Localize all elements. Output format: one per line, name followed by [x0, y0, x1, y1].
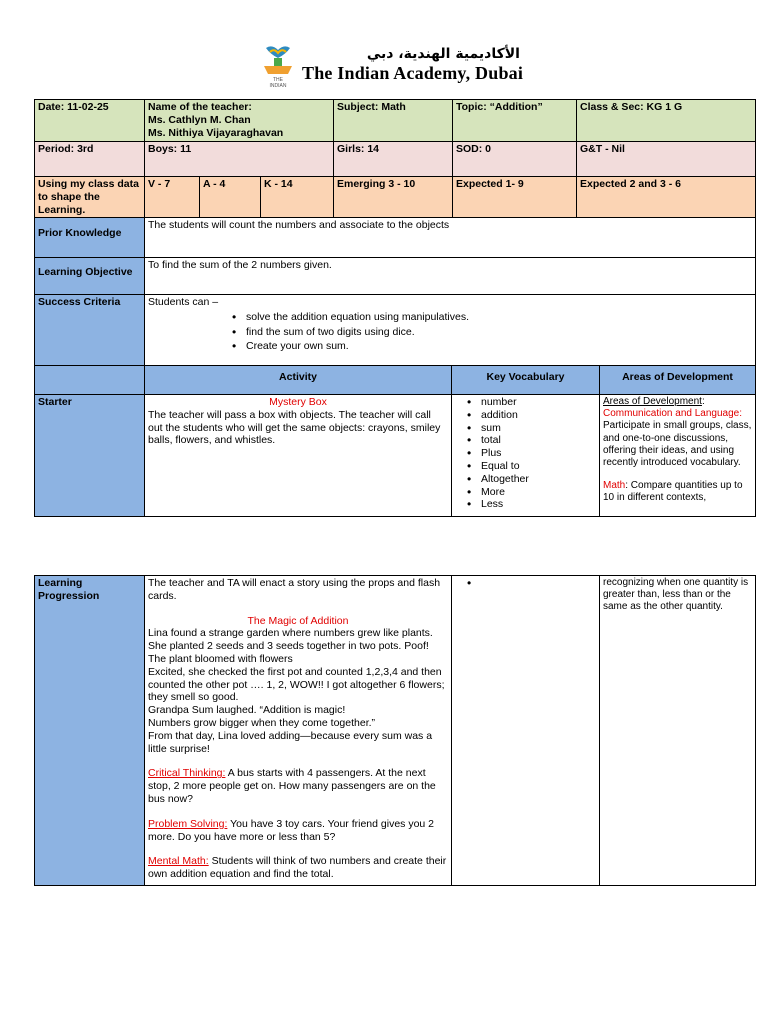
communication-label: Communication and Language:: [603, 408, 742, 420]
date-cell: Date: 11-02-25: [34, 99, 145, 142]
starter-activity: [144, 394, 452, 517]
class-section-cell: Class & Sec: KG 1 G: [576, 99, 756, 142]
story-line: The plant bloomed with flowers: [148, 652, 293, 665]
auditory-learners-cell: A - 4: [199, 176, 261, 218]
vocab-item: • addition: [455, 409, 596, 422]
teacher-name-1: Ms. Cathlyn M. Chan: [148, 113, 251, 126]
problem-solving-label: Problem Solving:: [148, 817, 228, 830]
topic-cell: Topic: “Addition”: [452, 99, 577, 142]
period-cell: Period: 3rd: [34, 141, 145, 177]
school-name-arabic: الأكاديمية الهندية، دبي: [366, 46, 520, 62]
kinesthetic-learners-cell: K - 14: [260, 176, 334, 218]
vocab-item: • Less: [455, 498, 596, 511]
school-logo: [258, 44, 298, 90]
learning-progression-label: Learning Progression: [34, 575, 145, 886]
areas-title: Areas of Development: [603, 396, 702, 407]
progression-intro: The teacher and TA will enact a story using the props and flash cards.: [148, 577, 441, 602]
starter-vocabulary: [451, 394, 600, 517]
progression-vocabulary: [451, 575, 600, 886]
success-criteria-content: [144, 294, 756, 366]
vocab-item: • number: [455, 396, 596, 409]
starter-title: Mystery Box: [269, 396, 327, 408]
prior-knowledge-label: Prior Knowledge: [34, 217, 145, 258]
story-title: The Magic of Addition: [247, 614, 349, 627]
story-line: Grandpa Sum laughed. “Addition is magic!: [148, 704, 346, 717]
activity-header: Activity: [144, 365, 452, 395]
vocab-item: • More: [455, 486, 596, 499]
learning-objective-text: To find the sum of the 2 numbers given.: [144, 257, 756, 295]
story-line: Excited, she checked the first pot and counted 1,2,3,4 and then counted the other pot …. 1, 2, WOW!! I got altogether 6 flowers; they smell so good.: [148, 665, 445, 704]
success-criteria-label: Success Criteria: [34, 294, 145, 366]
areas-colon: :: [701, 396, 705, 407]
story-line: Lina found a strange garden where numbers grew like plants. She planted 2 seeds and 3 seeds together in two pots. Poof!: [148, 627, 433, 653]
prior-knowledge-text: The students will count the numbers and associate to the objects: [144, 217, 756, 258]
problem-solving-text: You have 3 toy cars. Your friend gives you 2 more. Do you have more or less than 5?: [148, 817, 435, 843]
teacher-name-2: Ms. Nithiya Vijayaraghavan: [148, 126, 284, 139]
expected1-cell: Expected 1- 9: [452, 176, 577, 218]
learning-objective-label: Learning Objective: [34, 257, 145, 295]
starter-text: The teacher will pass a box with objects. The teacher will call out the students who will get the same objects: crayons, smiley balls, flowers, and whistles.: [148, 408, 441, 447]
communication-text: Participate in small groups, class, and one-to-one discussions, offering their ideas, and using recently introduced vocabulary.: [603, 420, 752, 468]
success-criteria-intro: Students can –: [148, 296, 219, 308]
key-vocabulary-header: Key Vocabulary: [451, 365, 600, 395]
mental-math-text: Students will think of two numbers and create their own addition equation and find the total.: [148, 855, 447, 881]
areas-of-development-header: Areas of Development: [599, 365, 756, 395]
header-empty-cell: [34, 365, 145, 395]
visual-learners-cell: V - 7: [144, 176, 200, 218]
success-criteria-item: • solve the addition equation using manipulatives.: [232, 311, 752, 324]
mental-math-label: Mental Math:: [148, 855, 209, 868]
success-criteria-item: • find the sum of two digits using dice.: [232, 326, 752, 339]
critical-thinking-text: A bus starts with 4 passengers. At the next stop, 2 more people get on. How many passengers are on the bus now?: [148, 767, 436, 805]
vocab-item: • Plus: [455, 447, 596, 460]
teacher-cell: [144, 99, 334, 142]
vocabulary-list: [455, 396, 596, 511]
girls-cell: Girls: 14: [333, 141, 453, 177]
vocab-item: • sum: [455, 422, 596, 435]
critical-thinking-label: Critical Thinking:: [148, 767, 226, 780]
subject-cell: Subject: Math: [333, 99, 453, 142]
gt-cell: G&T - Nil: [576, 141, 756, 177]
svg-text:THE: THE: [273, 77, 283, 83]
starter-areas: [599, 394, 756, 517]
vocab-item: • Equal to: [455, 460, 596, 473]
expected23-cell: Expected 2 and 3 - 6: [576, 176, 756, 218]
math-text: : Compare quantities up to 10 in different contexts,: [603, 480, 743, 504]
success-criteria-item: • Create your own sum.: [232, 340, 752, 353]
vocab-item: • Altogether: [455, 473, 596, 486]
emerging-cell: Emerging 3 - 10: [333, 176, 453, 218]
class-data-label: Using my class data to shape the Learning.: [34, 176, 145, 218]
story-line: From that day, Lina loved adding—because every sum was a little surprise!: [148, 729, 433, 755]
sod-cell: SOD: 0: [452, 141, 577, 177]
learning-progression-activity: [144, 575, 452, 886]
success-criteria-list: [232, 311, 752, 353]
teacher-label: Name of the teacher:: [148, 101, 252, 113]
vocab-item: • total: [455, 434, 596, 447]
story-line: Numbers grow bigger when they come together.”: [148, 716, 376, 729]
svg-text:INDIAN: INDIAN: [269, 83, 287, 89]
school-name: The Indian Academy, Dubai: [302, 63, 524, 83]
boys-cell: Boys: 11: [144, 141, 334, 177]
starter-label: Starter: [34, 394, 145, 517]
progression-areas: recognizing when one quantity is greater than, less than or the same as the other quantity.: [599, 575, 756, 886]
math-label: Math: [603, 480, 626, 492]
